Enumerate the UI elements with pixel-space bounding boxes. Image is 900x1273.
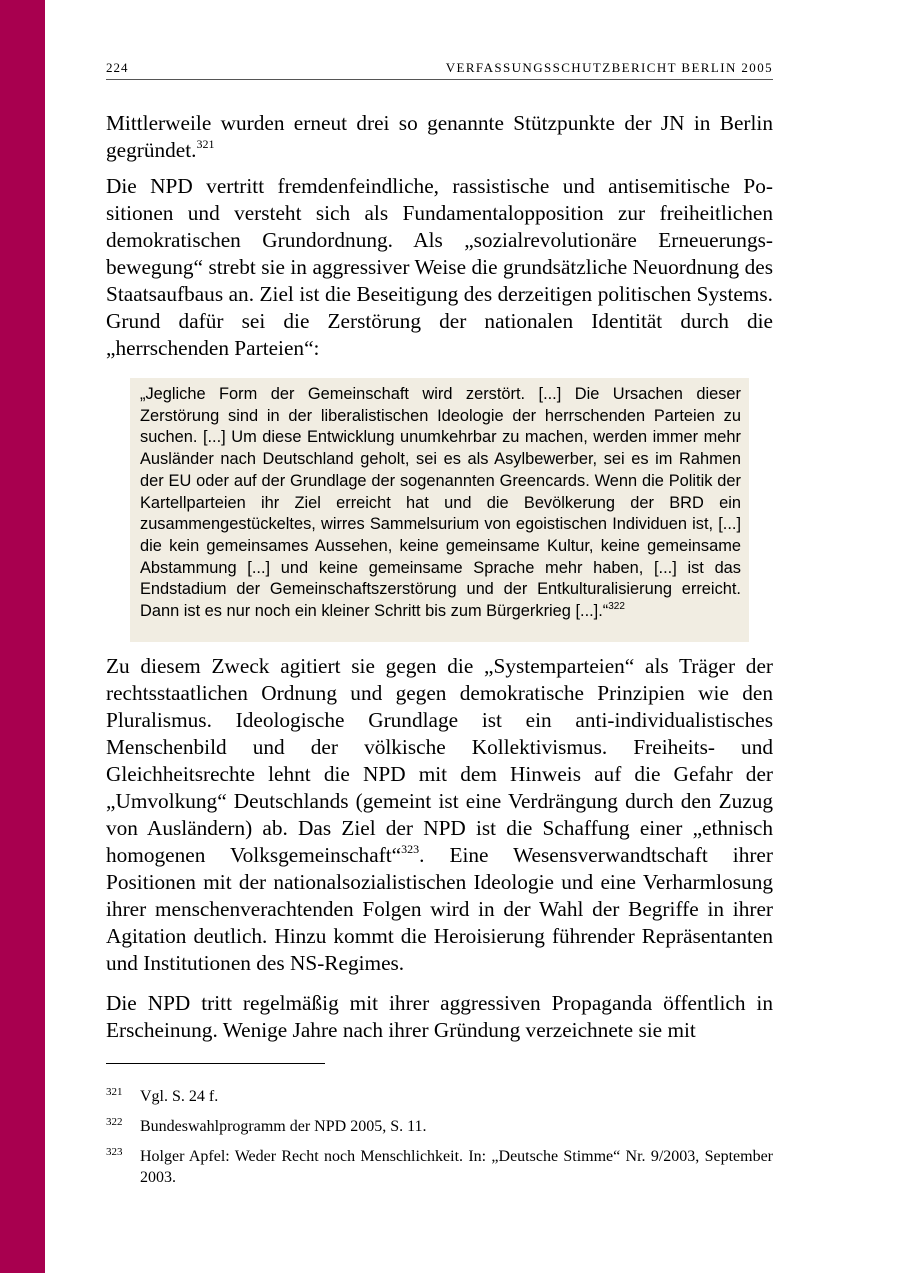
paragraph-3 [106, 653, 773, 977]
footnote-number: 323 [106, 1146, 123, 1158]
footnote-text: Holger Apfel: Weder Recht noch Menschlichkeit. In: „Deutsche Stimme“ Nr. 9/2003, September 2003. [140, 1148, 773, 1186]
paragraph-2: Die NPD vertritt fremdenfeindliche, rassistische und antisemitische Positionen und versteht sich als Fundamentalopposition zur freiheitlichen demokratischen Grundordnung. Als „sozialrevolutionäre Erneuerungsbewegung“ strebt sie in aggressiver Weise die grundsätzliche Neuordnung des Staatsaufbaus an. Ziel ist die Beseitigung des derzeitigen politischen Systems. Grund dafür sei die Zerstörung der nationalen Identität durch die „herrschenden Parteien“: [106, 174, 773, 360]
block-quote [140, 384, 741, 623]
footnote-number: 321 [106, 1086, 123, 1098]
footnote-ref-321: 321 [196, 136, 215, 151]
paragraph-4: Die NPD tritt regelmäßig mit ihrer aggressiven Propaganda öffentlich in Erscheinung. Wenige Jahre nach ihrer Gründung verzeichnete sie mit [106, 991, 773, 1042]
quote-text: „Jegliche Form der Gemeinschaft wird zerstört. [...] Die Ursachen dieser Zerstörung sind in der liberalistischen Ideologie der herrschenden Parteien zu suchen. [...] Um diese Entwicklung unumkehrbar zu machen, werden immer mehr Ausländer nach Deutschland geholt, sei es als Asylbewerber, sei es im Rahmen der EU oder auf der Grundlage der sogenannten Greencards. Wenn die Politik der Kartellparteien ihr Ziel erreicht hat und die Bevölkerung der BRD ein zusammengestückeltes, wirres Sammelsurium von egoistischen Individuen ist, [...] die kein gemeinsames Aussehen, keine gemeinsame Kultur, keine gemeinsame Abstammung [...] und keine gemeinsame Sprache mehr haben, [...] ist das Endstadium der Gemeinschaftszerstörung und der Entkulturalisierung erreicht. Dann ist es nur noch ein kleiner Schritt bis zum Bürgerkrieg [...].“ [140, 385, 741, 621]
paragraph-1 [106, 110, 773, 164]
paragraph-3-text-a: Zu diesem Zweck agitiert sie gegen die „Systemparteien“ als Träger der rechtsstaatlichen Ordnung und gegen demokratische Prinzipien wie den Pluralismus. Ideologische Grundlage ist ein anti-individualistisches Menschenbild und der völkische Kollektivismus. Freiheits- und Gleichheitsrechte lehnt die NPD mit dem Hinweis auf die Gefahr der „Umvolkung“ Deutschlands (gemeint ist eine Verdrängung durch den Zuzug von Ausländern) ab. Das Ziel der NPD ist die Schaffung einer „ethnisch homogenen Volksgemeinschaft“ [106, 654, 773, 867]
footnote-ref-323: 323 [401, 841, 420, 856]
footnote-text: Bundeswahlprogramm der NPD 2005, S. 11. [140, 1118, 427, 1135]
running-title: VERFASSUNGSSCHUTZBERICHT BERLIN 2005 [445, 60, 773, 75]
footnote-divider [106, 1063, 325, 1064]
paragraph-1-text: Mittlerweile wurden erneut drei so genannte Stützpunkte der JN in Berlin gegründet. [106, 111, 773, 162]
page-number: 224 [106, 60, 129, 75]
footnote-text: Vgl. S. 24 f. [140, 1088, 219, 1105]
paragraph-3-text-b: . Eine Wesensverwandtschaft ihrer Positionen mit der nationalsozialistischen Ideologie und eine Verharmlosung ihrer menschenverachtenden Folgen wird in der Wahl der Begriffe in ihrer Agitation deutlich. Hinzu kommt die Heroisierung führender Repräsentanten und Institutionen des NS-Regimes. [106, 843, 773, 975]
footnote-number: 322 [106, 1116, 123, 1128]
header-divider [106, 79, 773, 80]
side-color-bar [0, 0, 45, 1273]
footnote-ref-322: 322 [608, 600, 625, 612]
